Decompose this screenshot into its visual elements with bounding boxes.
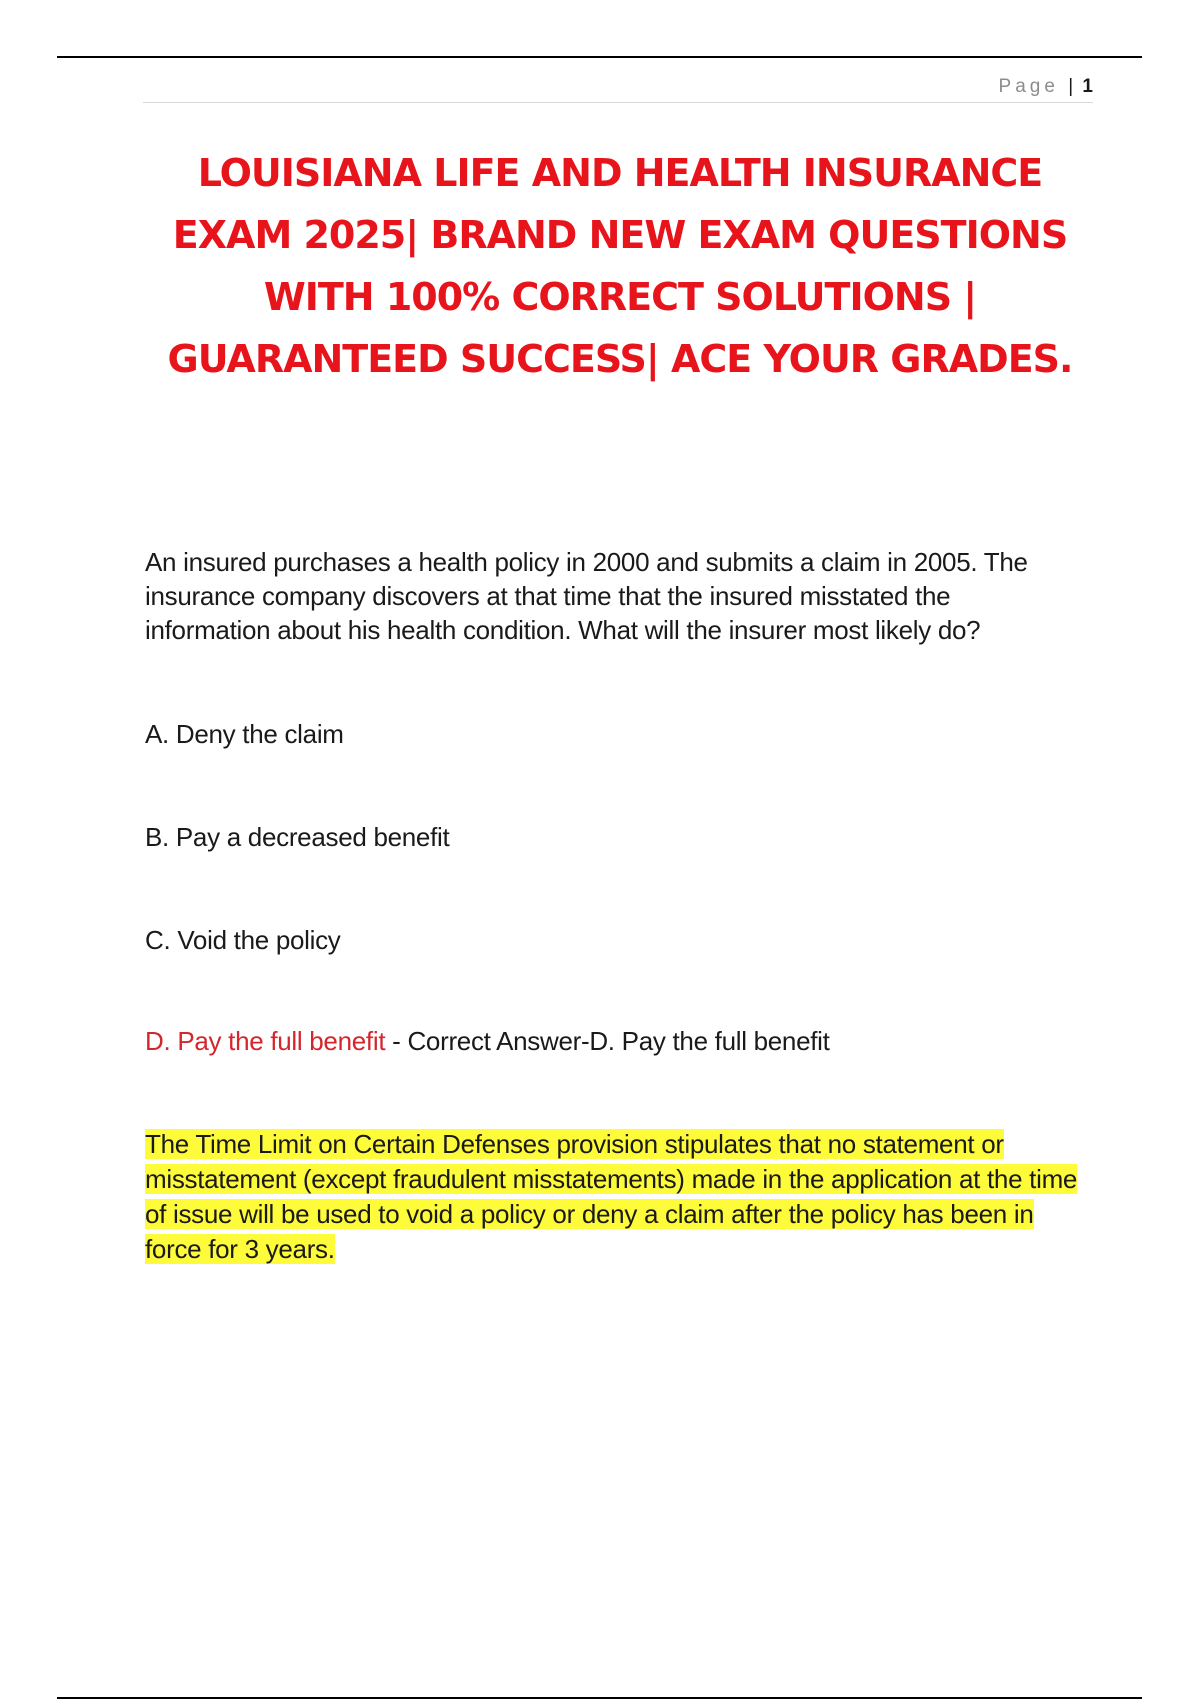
option-b: B. Pay a decreased benefit [145,822,450,852]
answer-explanation [145,1127,1080,1267]
page-label: Page [998,76,1059,97]
document-title: LOUISIANA LIFE AND HEALTH INSURANCE EXAM 2025| BRAND NEW EXAM QUESTIONS WITH 100% CORRECT SOLUTIONS | GUARANTEED SUCCESS| ACE YOUR GRADES. [167,151,1073,381]
page-separator: | [1068,76,1074,97]
question-text: An insured purchases a health policy in 2000 and submits a claim in 2005. The insurance company discovers at that time that the insured misstated the information about his health condition. What will the insurer most likely do? [145,547,1028,645]
option-a: A. Deny the claim [145,719,344,749]
option-d [145,1024,830,1058]
option-c: C. Void the policy [145,925,341,955]
page-number: 1 [1082,76,1093,97]
highlighted-explanation: The Time Limit on Certain Defenses provision stipulates that no statement or misstatement (except fraudulent misstatements) made in the application at the time of issue will be used to void a policy or deny a claim after the policy has been in force for 3 years. [145,1129,1078,1264]
correct-option-label: D. Pay the full benefit [145,1026,386,1056]
bottom-border-rule [57,1697,1142,1699]
correct-answer-text: - Correct Answer-D. Pay the full benefit [385,1026,830,1056]
top-border-rule [57,56,1142,58]
page-header [143,72,1093,103]
